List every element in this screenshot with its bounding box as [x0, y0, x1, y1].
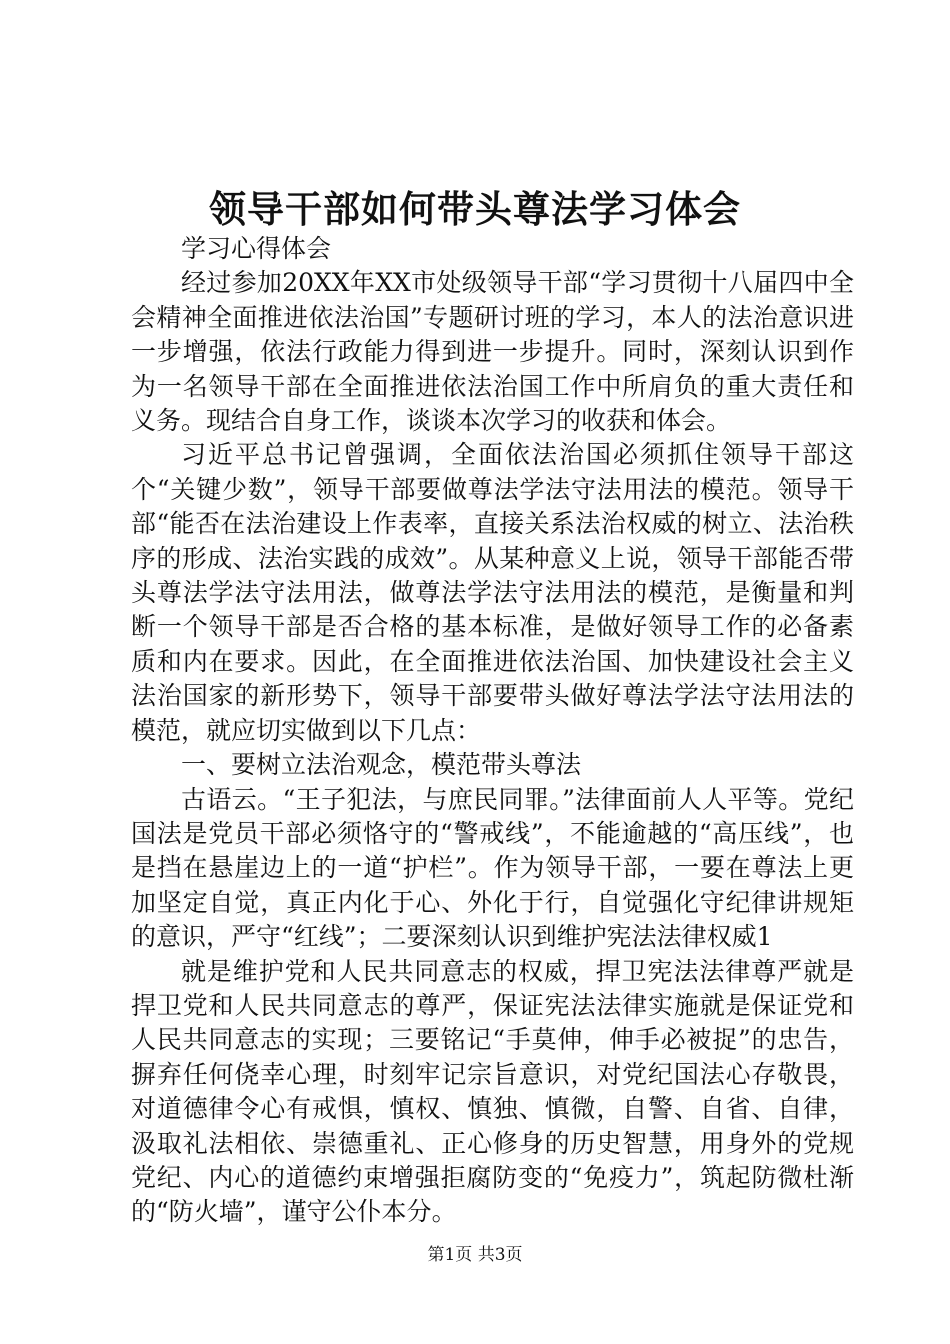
paragraph-intro: 经过参加20XX年XX市处级领导干部“学习贯彻十八届四中全会精神全面推进依法治国”专题研讨班的学习，本人的法治意识进一步增强，依法行政能力得到进一步提升。同时，深刻认识到作为一名领导干部在全面推进依法治国工作中所肩负的重大责任和义务。现结合自身工作，谈谈本次学习的收获和体会。	[131, 268, 854, 436]
page-number-footer: 第1页 共3页	[427, 1245, 523, 1265]
document-title: 领导干部如何带头尊法学习体会	[209, 187, 741, 231]
section-heading-1: 一、要树立法治观念，模范带头尊法	[181, 750, 582, 780]
paragraph-section-1-continued: 就是维护党和人民共同意志的权威，捍卫宪法法律尊严就是捍卫党和人民共同意志的尊严，保证宪法法律实施就是保证党和人民共同意志的实现；三要铭记“手莫伸，伸手必被捉”的忠告，摒弃任何侥幸心理，时刻牢记宗旨意识，对党纪国法心存敬畏，对道德律令心有戒惧，慎权、慎独、慎微，自警、自省、自律，汲取礼法相依、崇德重礼、正心修身的历史智慧，用身外的党规党纪、内心的道德约束增强拒腐防变的“免疫力”，筑起防微杜渐的“防火墙”，谨守公仆本分。	[131, 956, 854, 1227]
document-body	[131, 232, 854, 1230]
paragraph-section-1: 古语云。“王子犯法，与庶民同罪。”法律面前人人平等。党纪国法是党员干部必须恪守的“警戒线”，不能逾越的“高压线”，也是挡在悬崖边上的一道“护栏”。作为领导干部，一要在尊法上更加坚定自觉，真正内化于心、外化于行，自觉强化守纪律讲规矩的意识，严守“红线”；二要深刻认识到维护宪法法律权威1	[131, 784, 854, 952]
paragraph-background: 习近平总书记曾强调，全面依法治国必须抓住领导干部这个“关键少数”，领导干部要做尊法学法守法用法的模范。领导干部“能否在法治建设上作表率，直接关系法治权威的树立、法治秩序的形成、法治实践的成效”。从某种意义上说，领导干部能否带头尊法学法守法用法，做尊法学法守法用法的模范，是衡量和判断一个领导干部是否合格的基本标准，是做好领导工作的必备素质和内在要求。因此，在全面推进依法治国、加快建设社会主义法治国家的新形势下，领导干部要带头做好尊法学法守法用法的模范，就应切实做到以下几点：	[131, 440, 854, 745]
paragraph-subtitle: 学习心得体会	[181, 234, 332, 263]
